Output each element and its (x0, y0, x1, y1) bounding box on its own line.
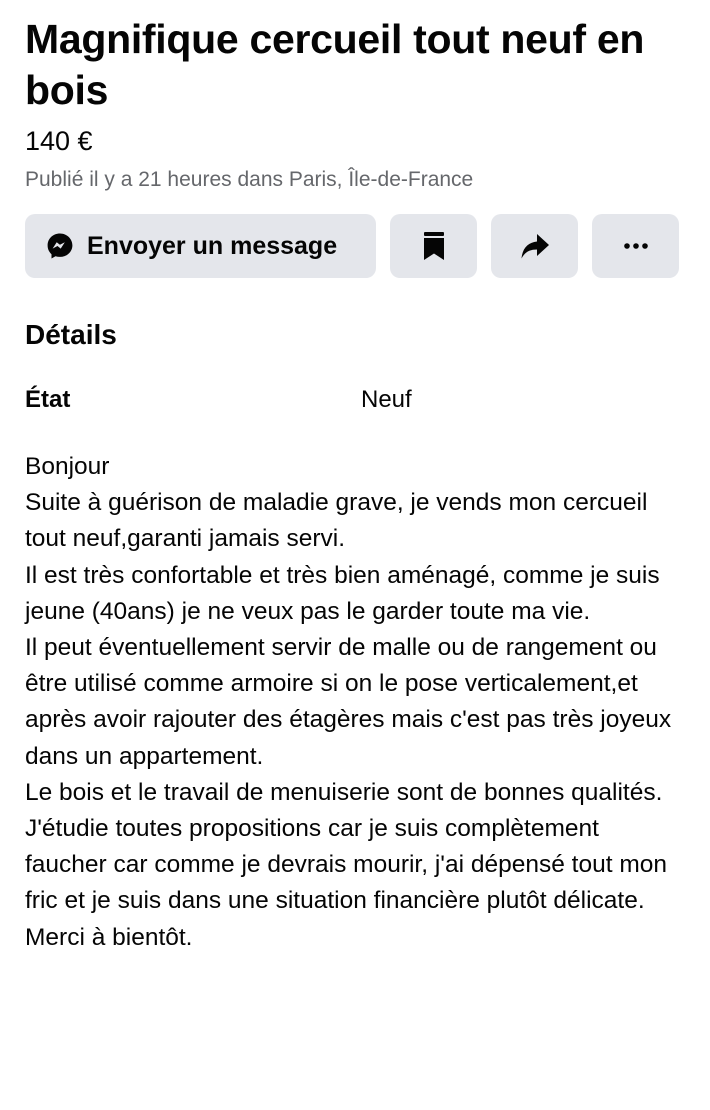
condition-row (25, 385, 685, 415)
listing-title: Magnifique cercueil tout neuf en bois (25, 16, 645, 113)
send-message-button[interactable] (25, 214, 376, 278)
listing-price: 140 € (25, 126, 93, 156)
condition-label: État (25, 386, 71, 413)
more-options-button[interactable] (592, 214, 679, 278)
more-icon (623, 242, 649, 250)
listing-description: Bonjour Suite à guérison de maladie grave, je vends mon cercueil tout neuf,garanti jamais servi. Il est très confortable et très bien aménagé, comme je suis jeune (40ans) je ne veux pas le garder toute ma vie. Il peut éventuellement servir de malle ou de rangement ou être utilisé comme armoire si on le pose verticalement,et après avoir rajouter des étagères mais c'est pas très joyeux dans un appartement. Le bois et le travail de menuiserie sont de bonnes qualités. J'étudie toutes propositions car je suis complètement faucher car comme je devrais mourir, j'ai dépensé tout mon fric et je suis dans une situation financière plutôt délicate. Merci à bientôt. (25, 453, 672, 951)
published-info[interactable]: Publié il y a 21 heures dans Paris, Île-de-France (25, 168, 474, 191)
bookmark-icon (423, 231, 445, 261)
condition-value: Neuf (361, 386, 412, 413)
share-icon (520, 232, 550, 260)
details-heading: Détails (25, 319, 117, 350)
messenger-icon (45, 231, 75, 261)
listing-page (25, 14, 685, 956)
save-button[interactable] (390, 214, 477, 278)
action-bar (25, 214, 685, 278)
send-message-label: Envoyer un message (87, 231, 338, 260)
share-button[interactable] (491, 214, 578, 278)
